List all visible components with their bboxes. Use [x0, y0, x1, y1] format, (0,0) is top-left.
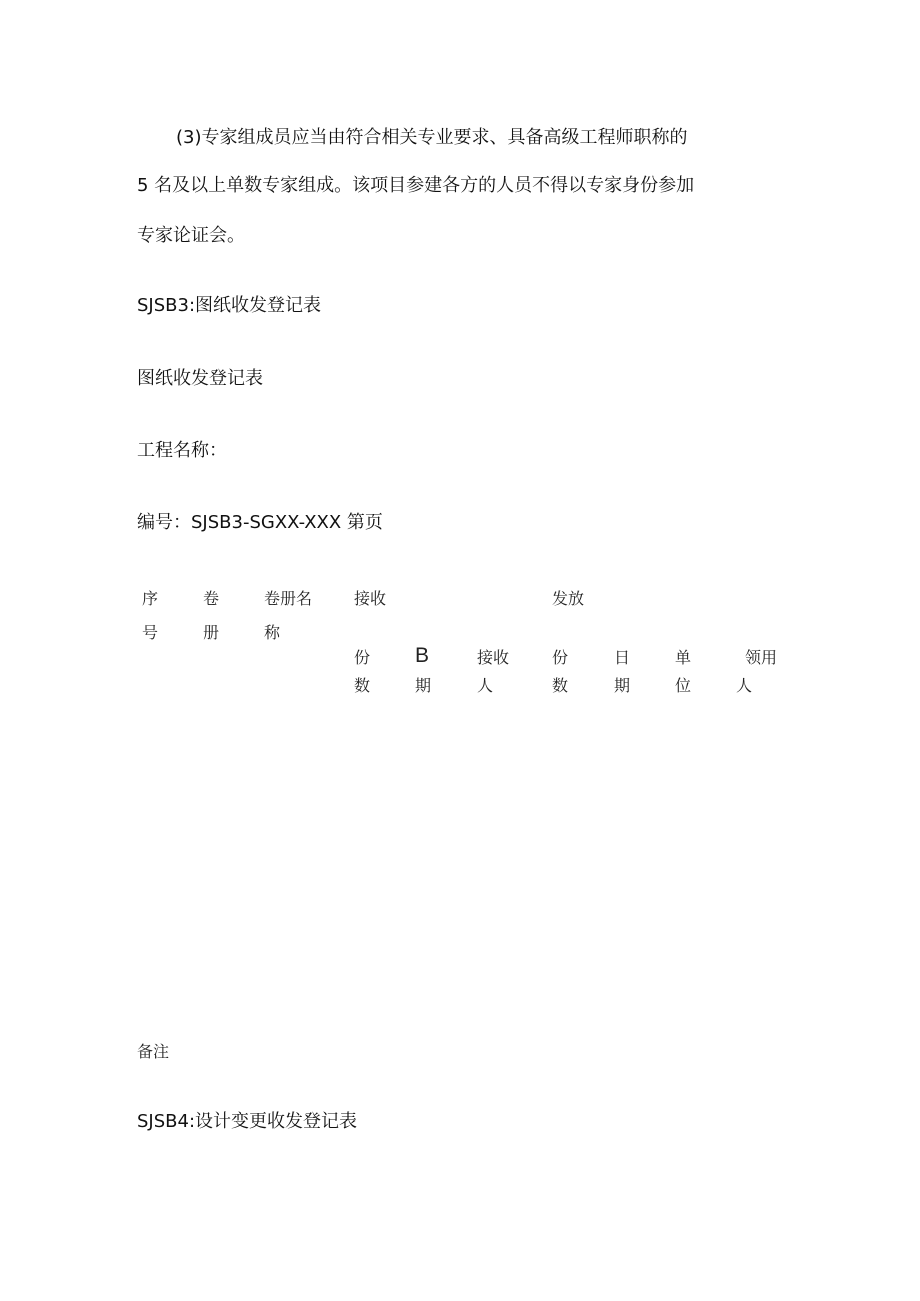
header-volume-name-2: 称 [264, 623, 281, 642]
section3-heading: SJSB3:图纸收发登记表 [137, 295, 322, 316]
sub-recv-copies-2: 数 [354, 676, 371, 695]
paragraph-line-3: 专家论证会。 [137, 225, 245, 246]
form-title: 图纸收发登记表 [137, 368, 263, 389]
sub-issue-date-1: 日 [614, 648, 631, 667]
sub-issue-unit-1: 单 [675, 648, 692, 667]
sub-recv-date-2: 期 [415, 676, 432, 695]
sub-recv-person-1: 接收 [477, 648, 510, 667]
sub-issue-date-2: 期 [614, 676, 631, 695]
sub-issue-copies-2: 数 [552, 676, 569, 695]
header-volume-1: 卷 [203, 589, 220, 608]
sub-issue-person-1: 领用 [745, 648, 778, 667]
sub-recv-date-1: B [415, 644, 430, 667]
header-seq-2: 号 [142, 623, 159, 642]
header-seq-1: 序 [142, 589, 159, 608]
sub-recv-copies-1: 份 [354, 648, 371, 667]
header-volume-name-1: 卷册名 [264, 589, 313, 608]
paragraph-line-1: (3)专家组成员应当由符合相关专业要求、具备高级工程师职称的 [176, 127, 688, 148]
paragraph-line-2: 5 名及以上单数专家组成。该项目参建各方的人员不得以专家身份参加 [137, 175, 695, 196]
section4-heading: SJSB4:设计变更收发登记表 [137, 1111, 358, 1132]
sub-issue-person-2: 人 [736, 676, 753, 695]
header-volume-2: 册 [203, 623, 220, 642]
header-issue-group: 发放 [552, 589, 585, 608]
project-name-label: 工程名称： [137, 440, 227, 461]
sub-issue-copies-1: 份 [552, 648, 569, 667]
header-receive-group: 接收 [354, 589, 387, 608]
code-label: 编号：SJSB3-SGXX-XXX 第页 [137, 512, 383, 533]
sub-recv-person-2: 人 [477, 676, 494, 695]
sub-issue-unit-2: 位 [675, 676, 692, 695]
remarks-label: 备注 [137, 1042, 170, 1061]
